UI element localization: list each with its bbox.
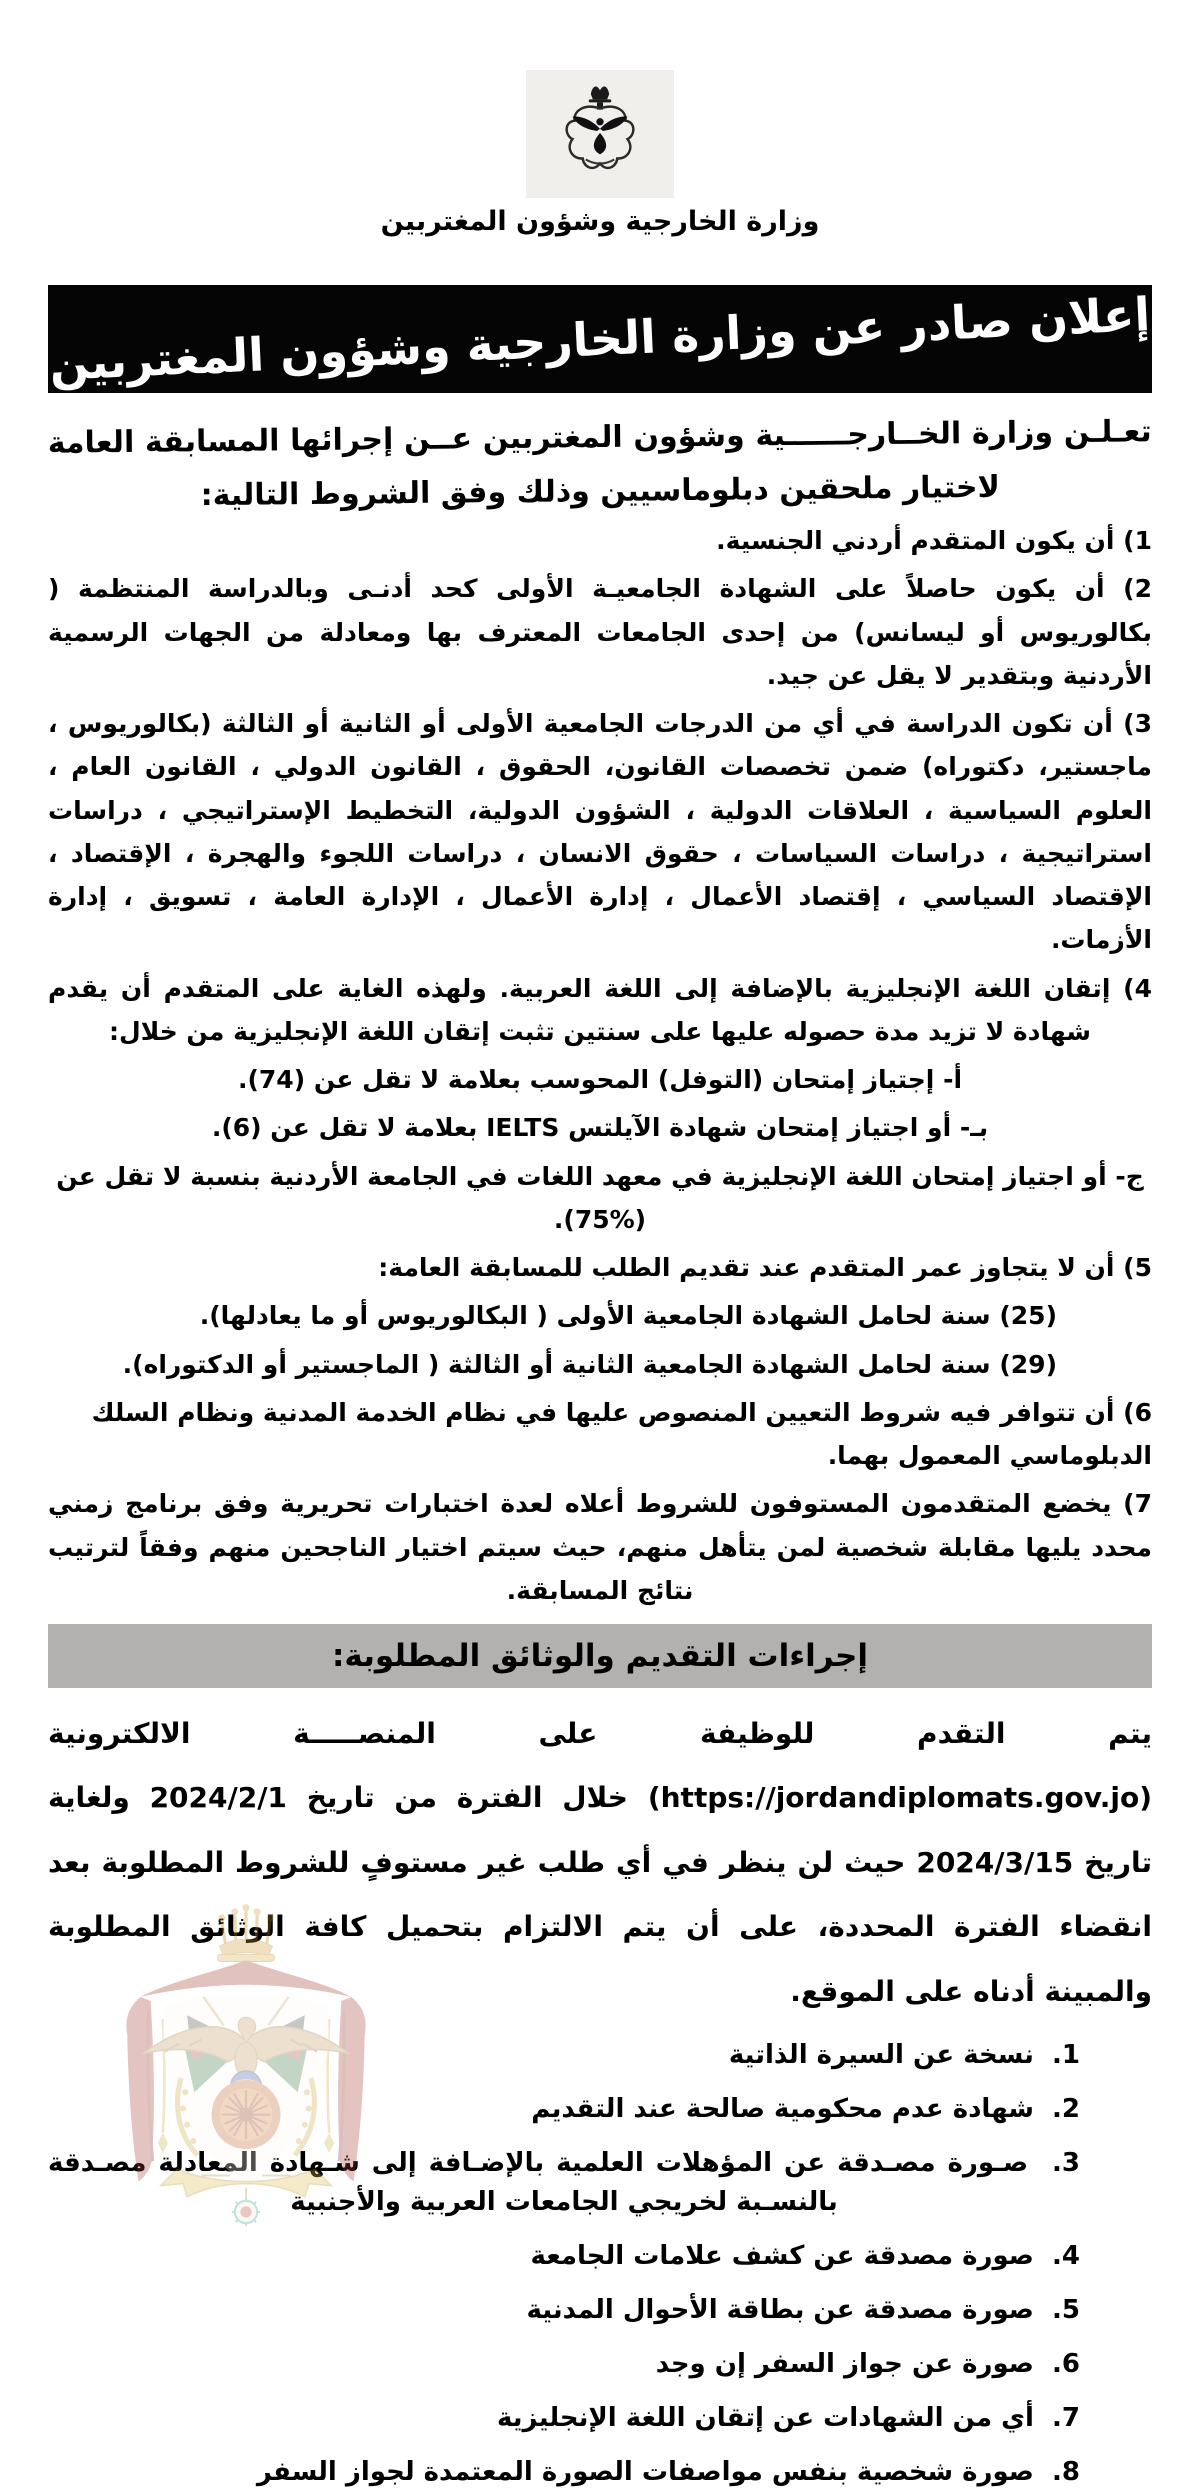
document-item-4: 4. صورة مصدقة عن كشف علامات الجامعة [530, 2240, 1080, 2271]
document-item-3: 3. صـورة مصـدقة عن المؤهلات العلمية بالإضـافة إلى شـهادة المعادلة مصـدقة بالنسـبة لخريجي الجامعات العربية والأجنبية [38, 2147, 1080, 2217]
condition-1: 1) أن يكون المتقدم أردني الجنسية. [716, 526, 1152, 555]
document-item-2: 2. شهادة عدم محكومية صالحة عند التقديم [531, 2093, 1080, 2124]
document-item-7: 7. أي من الشهادات عن إتقان اللغة الإنجليزية [497, 2402, 1080, 2433]
condition-7: 7) يخضع المتقدمون المستوفون للشروط أعلاه لعدة اختبارات تحريرية وفق برنامج زمني محدد يليها مقابلة شخصية لمن يتأهل منهم، حيث سيتم اختيار الناجحين منهم وفقاً لترتيب نتائج المسابقة. [48, 1489, 1152, 1605]
condition-4: 4) إتقان اللغة الإنجليزية بالإضافة إلى اللغة العربية. ولهذه الغاية على المتقدم أن يقدم شهادة لا تزيد مدة حصوله عليها على سنتين تثبت إتقان اللغة الإنجليزية من خلال: [48, 973, 1152, 1046]
document-item-6: 6. صورة عن جواز السفر إن وجد [655, 2348, 1080, 2379]
intro-paragraph: تعـلـن وزارة الخــارجــــــية وشؤون المغتربين عــن إجرائها المسابقة العامة لاختيار ملحقين دبلوماسيين وذلك وفق الشروط التالية: [47, 414, 1152, 514]
condition-5-age-25: (25) سنة لحامل الشهادة الجامعية الأولى ( البكالوريوس أو ما يعادلها). [199, 1301, 1057, 1331]
jordan-crest-icon [548, 78, 652, 190]
jordan-coat-of-arms-watermark [104, 1896, 388, 2248]
conditions-list [48, 519, 1152, 1612]
condition-5: 5) أن لا يتجاوز عمر المتقدم عند تقديم الطلب للمسابقة العامة: [378, 1253, 1152, 1282]
banner-title: إعلان صادر عن وزارة الخارجية وشؤون المغتربين [48, 287, 1152, 391]
procedures-heading: إجراءات التقديم والوثائق المطلوبة: [48, 1624, 1152, 1688]
document-item-1: 1. نسخة عن السيرة الذاتية [728, 2039, 1080, 2070]
condition-2: 2) أن يكون حاصلاً على الشهادة الجامعيـة الأولى كحد أدنـى وبالدراسة المنتظمة ( بكالوريوس أو ليسانس) من إحدى الجامعات المعترف بها ومعادلة من الجهات الرسمية الأردنية وبتقدير لا يقل عن جيد. [48, 574, 1152, 690]
condition-4-option-a: أ- إجتياز إمتحان (التوفل) المحوسب بعلامة لا تقل عن (74). [237, 1065, 963, 1094]
condition-4-option-b: بـ- أو اجتياز إمتحان شهادة الآيلتس IELTS بعلامة لا تقل عن (6). [211, 1113, 989, 1143]
document-item-5: 5. صورة مصدقة عن بطاقة الأحوال المدنية [526, 2294, 1080, 2325]
condition-6: 6) أن تتوافر فيه شروط التعيين المنصوص عليها في نظام الخدمة المدنية ونظام السلك الدبلوماسي المعمول بهما. [91, 1397, 1152, 1470]
condition-4-option-c: ج- أو اجتياز إمتحان اللغة الإنجليزية في معهد اللغات في الجامعة الأردنية بنسبة لا تقل عن (%75). [56, 1161, 1144, 1234]
ministry-name: وزارة الخارجية وشؤون المغتربين [380, 206, 820, 237]
application-paragraph: يتم التقدم للوظيفة على المنصـــــة الالكترونية (https://jordandiplomats.gov.jo) خلال الفترة من تاريخ 2024/2/1 ولغاية تاريخ 2024/3/15 حيث لن ينظر في أي طلب غير مستوفٍ للشروط المطلوبة بعد انقضاء الفترة المحددة، على أن يتم الالتزام بتحميل كافة الوثائق المطلوبة والمبينة أدناه على الموقع. [48, 1717, 1152, 2008]
document-item-8: 8. صورة شخصية بنفس مواصفات الصورة المعتمدة لجواز السفر [256, 2456, 1080, 2487]
ministry-logo [526, 70, 674, 198]
announcement-banner [48, 285, 1152, 393]
condition-3: 3) أن تكون الدراسة في أي من الدرجات الجامعية الأولى أو الثانية أو الثالثة (بكالوريوس ، ماجستير، دكتوراه) ضمن تخصصات القانون، الحقوق ، القانون الدولي ، القانون العام ، العلوم السياسية ، العلاقات الدولية ، الشؤون الدولية، التخطيط الإستراتيجي ، دراسات استراتيجية ، دراسات السياسات ، حقوق الانسان ، دراسات اللجوء والهجرة ، الإقتصاد ، الإقتصاد السياسي ، إقتصاد الأعمال ، إدارة الأعمال ، الإدارة العامة ، تسويق ، إدارة الأزمات. [48, 709, 1152, 955]
condition-5-age-29: (29) سنة لحامل الشهادة الجامعية الثانية أو الثالثة ( الماجستير أو الدكتوراه). [122, 1349, 1057, 1379]
